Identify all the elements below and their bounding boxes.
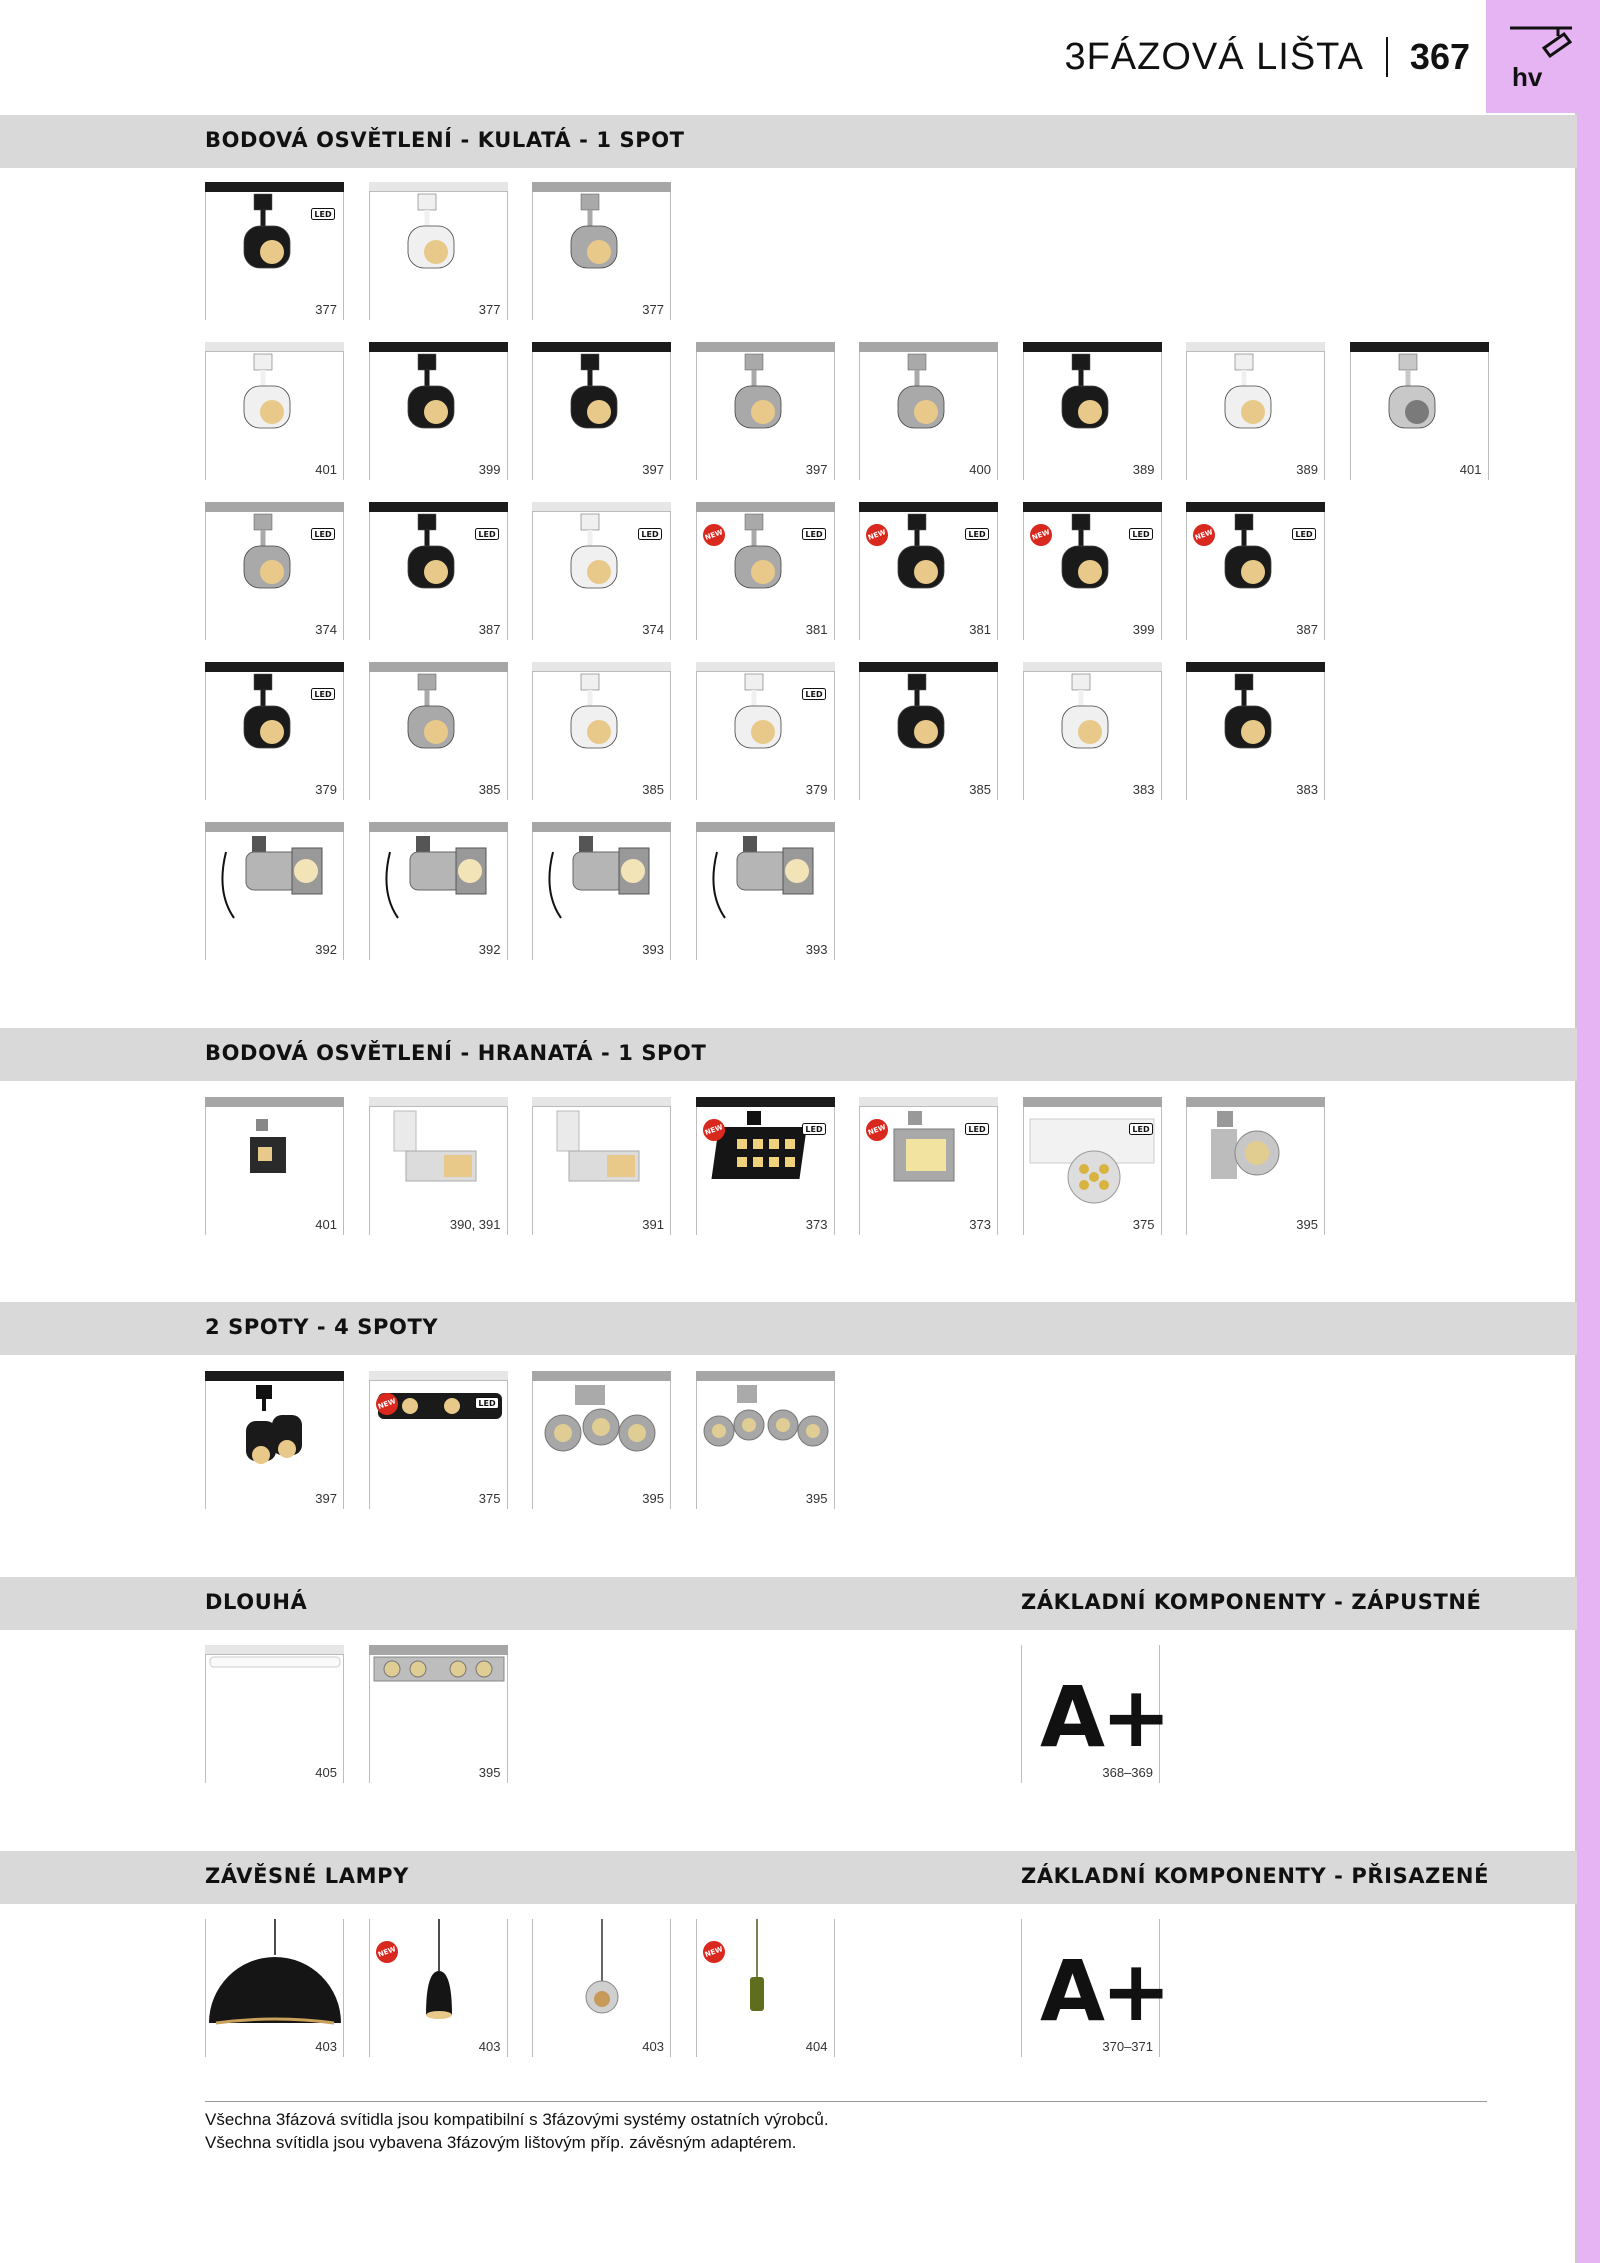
- product-tile[interactable]: [1023, 502, 1162, 640]
- page-number: 367: [1409, 36, 1470, 77]
- product-page-ref: 397: [315, 1491, 337, 1506]
- chapter-tab-label: hv: [1512, 62, 1543, 92]
- svg-text:LED: LED: [1295, 530, 1313, 539]
- product-page-ref: 375: [1132, 1217, 1155, 1232]
- new-badge: NEW: [1190, 521, 1218, 549]
- product-tile[interactable]: [205, 342, 344, 480]
- led-badge-icon: [965, 1123, 989, 1135]
- led-badge-icon: [1129, 1123, 1153, 1135]
- new-badge: NEW: [699, 521, 727, 549]
- product-tile[interactable]: [532, 342, 671, 480]
- led-badge-icon: [802, 528, 826, 540]
- product-page-ref: 401: [315, 462, 337, 477]
- svg-text:LED: LED: [641, 530, 659, 539]
- product-tile[interactable]: [859, 342, 998, 480]
- section-title-long: DLOUHÁ: [205, 1590, 308, 1614]
- product-tile[interactable]: [696, 662, 835, 800]
- product-tile[interactable]: [532, 502, 671, 640]
- product-page-ref: 393: [642, 942, 664, 957]
- led-badge-icon: [802, 688, 826, 700]
- led-badge-icon: [311, 688, 335, 700]
- product-page-ref: 379: [805, 782, 828, 797]
- new-badge: NEW: [699, 1116, 727, 1144]
- section-title-surface: ZÁKLADNÍ KOMPONENTY - PŘISAZENÉ: [1021, 1864, 1490, 1888]
- product-tile[interactable]: [532, 1097, 671, 1235]
- svg-text:LED: LED: [314, 210, 332, 219]
- product-page-ref: 392: [315, 942, 337, 957]
- svg-text:LED: LED: [804, 690, 823, 699]
- new-badge: NEW: [1026, 521, 1054, 549]
- product-page-ref: 405: [315, 1765, 337, 1780]
- svg-text:LED: LED: [477, 1399, 496, 1408]
- product-page-ref: 403: [315, 2039, 337, 2054]
- chapter-tab[interactable]: [1486, 0, 1600, 113]
- led-badge-icon: [802, 1123, 826, 1135]
- aplus-logo: A+: [1040, 1668, 1168, 1766]
- svg-text:LED: LED: [804, 530, 823, 539]
- component-recessed[interactable]: [1021, 1645, 1168, 1783]
- product-page-ref: 397: [805, 462, 828, 477]
- product-page-ref: 399: [478, 462, 501, 477]
- product-tile[interactable]: [1023, 1097, 1162, 1235]
- product-page-ref: 379: [315, 782, 337, 797]
- product-page-ref: 385: [478, 782, 501, 797]
- footer-divider: [205, 2101, 1487, 2102]
- product-page-ref: 395: [1296, 1217, 1318, 1232]
- product-page-ref: 381: [805, 622, 828, 637]
- product-page-ref: 397: [642, 462, 664, 477]
- product-page-ref: 392: [478, 942, 501, 957]
- product-page-ref: 377: [315, 302, 337, 317]
- product-tile[interactable]: [369, 1645, 508, 1783]
- product-tile[interactable]: [205, 662, 344, 800]
- product-tile[interactable]: [859, 502, 998, 640]
- new-badge: NEW: [863, 1116, 891, 1144]
- section-title-round: BODOVÁ OSVĚTLENÍ - KULATÁ - 1 SPOT: [205, 128, 685, 152]
- product-page-ref: 400: [969, 462, 991, 477]
- led-badge-icon: [965, 528, 989, 540]
- svg-text:LED: LED: [1131, 530, 1150, 539]
- led-badge-icon: [1129, 528, 1153, 540]
- product-page-ref: 403: [642, 2039, 664, 2054]
- product-tile[interactable]: [859, 662, 998, 800]
- new-badge: NEW: [863, 521, 891, 549]
- product-tile[interactable]: [205, 822, 344, 960]
- product-tile[interactable]: [696, 502, 835, 640]
- product-tile[interactable]: [532, 1371, 671, 1509]
- svg-text:LED: LED: [314, 530, 332, 539]
- product-page-ref: 383: [1296, 782, 1318, 797]
- product-tile[interactable]: [532, 1919, 671, 2057]
- product-page-ref: 387: [1296, 622, 1318, 637]
- new-badge: NEW: [699, 1938, 727, 1966]
- led-badge-icon: [475, 1397, 499, 1409]
- product-tile[interactable]: [205, 1919, 344, 2057]
- product-page-ref: 399: [1132, 622, 1155, 637]
- section-title-recessed: ZÁKLADNÍ KOMPONENTY - ZÁPUSTNÉ: [1021, 1590, 1482, 1614]
- product-tile[interactable]: [1023, 662, 1162, 800]
- product-page-ref: 393: [805, 942, 828, 957]
- footer-note-1: Všechna 3fázová svítidla jsou kompatibilní s 3fázovými systémy ostatních výrobců.: [205, 2110, 829, 2129]
- product-page-ref: 377: [642, 302, 664, 317]
- section-band-multi: [0, 1302, 1577, 1355]
- product-tile[interactable]: [369, 342, 508, 480]
- product-page-ref: 377: [478, 302, 501, 317]
- product-tile[interactable]: [859, 1097, 998, 1235]
- product-tile[interactable]: [369, 822, 508, 960]
- component-surface[interactable]: [1021, 1919, 1168, 2057]
- product-page-ref: 375: [478, 1491, 501, 1506]
- footer-note-2: Všechna svítidla jsou vybavena 3fázovým lištovým příp. závěsným adaptérem.: [205, 2133, 797, 2152]
- led-badge-icon: [311, 208, 335, 220]
- svg-text:LED: LED: [968, 1125, 986, 1134]
- component-page-ref: 368–369: [1102, 1765, 1153, 1780]
- product-tile[interactable]: [369, 182, 508, 320]
- edge-divider: [1575, 113, 1577, 2263]
- led-badge-icon: [638, 528, 662, 540]
- product-tile[interactable]: [1186, 662, 1325, 800]
- product-tile[interactable]: [369, 1097, 508, 1235]
- product-page-ref: 387: [478, 622, 501, 637]
- header-separator: [1386, 37, 1388, 77]
- product-tile[interactable]: [369, 1371, 508, 1509]
- product-tile[interactable]: [1186, 1097, 1325, 1235]
- svg-text:LED: LED: [804, 1125, 823, 1134]
- svg-text:LED: LED: [314, 690, 332, 699]
- section-title-multi: 2 SPOTY - 4 SPOTY: [205, 1315, 439, 1339]
- product-tile[interactable]: [696, 1919, 835, 2057]
- section-band-pendants: [0, 1851, 1577, 1904]
- product-page-ref: 401: [315, 1217, 337, 1232]
- product-page-ref: 401: [1459, 462, 1482, 477]
- product-tile[interactable]: [369, 662, 508, 800]
- product-tile[interactable]: [1350, 342, 1489, 480]
- product-tile[interactable]: [1023, 342, 1162, 480]
- page-title: 3FÁZOVÁ LIŠTA: [1064, 35, 1364, 78]
- product-tile[interactable]: [532, 182, 671, 320]
- product-page-ref: 385: [642, 782, 664, 797]
- section-title-square: BODOVÁ OSVĚTLENÍ - HRANATÁ - 1 SPOT: [205, 1041, 707, 1065]
- section-band-long: [0, 1577, 1577, 1630]
- product-tile[interactable]: [696, 1371, 835, 1509]
- led-badge-icon: [311, 528, 335, 540]
- product-tile[interactable]: [205, 182, 344, 320]
- product-page-ref: 395: [642, 1491, 664, 1506]
- page-edge-strip: [1577, 0, 1600, 2263]
- product-page-ref: 391: [642, 1217, 664, 1232]
- section-title-pendants: ZÁVĚSNÉ LAMPY: [205, 1864, 409, 1888]
- product-tile[interactable]: [369, 502, 508, 640]
- product-page-ref: 403: [478, 2039, 501, 2054]
- product-tile[interactable]: [205, 1645, 344, 1783]
- product-tile[interactable]: [532, 822, 671, 960]
- component-page-ref: 370–371: [1102, 2039, 1153, 2054]
- product-tile[interactable]: [532, 662, 671, 800]
- product-page-ref: 374: [642, 622, 664, 637]
- product-tile[interactable]: [696, 1097, 835, 1235]
- svg-text:LED: LED: [477, 530, 496, 539]
- product-tile[interactable]: [205, 502, 344, 640]
- product-page-ref: 395: [478, 1765, 501, 1780]
- product-page-ref: 374: [315, 622, 337, 637]
- product-page-ref: 395: [805, 1491, 828, 1506]
- aplus-logo: A+: [1040, 1942, 1168, 2040]
- product-tile[interactable]: [696, 822, 835, 960]
- product-page-ref: 404: [805, 2039, 828, 2054]
- product-tile[interactable]: [696, 342, 835, 480]
- led-badge-icon: [475, 528, 499, 540]
- product-tile[interactable]: [369, 1919, 508, 2057]
- product-page-ref: 373: [969, 1217, 991, 1232]
- product-page-ref: 390, 391: [449, 1217, 501, 1232]
- svg-text:LED: LED: [968, 530, 986, 539]
- product-tile[interactable]: [205, 1097, 344, 1235]
- new-badge: NEW: [372, 1390, 400, 1418]
- product-tile[interactable]: [205, 1371, 344, 1509]
- page-header: [1064, 28, 1470, 86]
- product-tile[interactable]: [1186, 502, 1325, 640]
- product-page-ref: 389: [1132, 462, 1155, 477]
- product-page-ref: 385: [969, 782, 991, 797]
- product-page-ref: 381: [969, 622, 991, 637]
- product-tile[interactable]: [1186, 342, 1325, 480]
- section-band-square: [0, 1028, 1577, 1081]
- new-badge: NEW: [372, 1938, 400, 1966]
- product-page-ref: 389: [1296, 462, 1318, 477]
- svg-text:LED: LED: [1131, 1125, 1150, 1134]
- led-badge-icon: [1292, 528, 1316, 540]
- product-page-ref: 383: [1132, 782, 1155, 797]
- section-band-round: [0, 115, 1577, 168]
- product-page-ref: 373: [805, 1217, 828, 1232]
